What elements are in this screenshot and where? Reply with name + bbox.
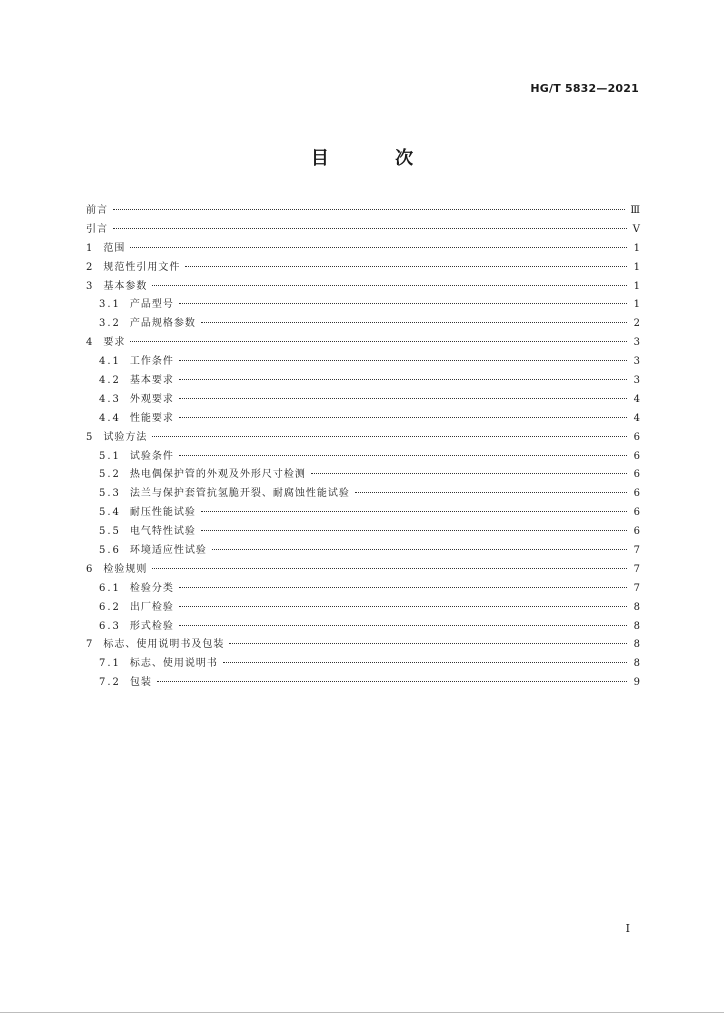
toc-dot-leader [201, 322, 627, 323]
toc-entry-page: 9 [633, 677, 640, 689]
standard-code: HG/T 5832—2021 [530, 82, 639, 95]
toc-entry[interactable] [86, 410, 640, 429]
toc-entry-label: 检验规则 [103, 563, 148, 575]
toc-dot-leader [212, 549, 627, 550]
toc-entry-page: 8 [633, 658, 640, 670]
toc-entry-label: 形式检验 [129, 620, 174, 632]
toc-entry-page: 3 [633, 356, 640, 368]
toc-entry-label: 耐压性能试验 [129, 507, 196, 519]
toc-entry[interactable] [86, 353, 640, 372]
toc-entry-page: 6 [633, 431, 640, 443]
toc-entry[interactable] [86, 523, 640, 542]
toc-dot-leader [229, 643, 627, 644]
toc-dot-leader [185, 266, 627, 267]
toc-dot-leader [179, 587, 627, 588]
toc-entry-page: 1 [633, 299, 640, 311]
toc-dot-leader [152, 436, 627, 437]
toc-entry-number: 6 [86, 563, 95, 575]
table-of-contents [86, 202, 640, 693]
toc-entry-label: 环境适应性试验 [129, 545, 207, 557]
toc-entry[interactable] [86, 599, 640, 618]
toc-dot-leader [157, 681, 627, 682]
toc-dot-leader [113, 209, 625, 210]
toc-entry-label: 产品规格参数 [129, 318, 196, 330]
toc-entry[interactable] [86, 448, 640, 467]
toc-entry-number: 5 [86, 431, 95, 443]
toc-dot-leader [179, 398, 627, 399]
toc-entry[interactable] [86, 485, 640, 504]
toc-entry[interactable] [86, 580, 640, 599]
toc-dot-leader [179, 625, 627, 626]
toc-dot-leader [179, 360, 627, 361]
toc-entry[interactable] [86, 674, 640, 693]
toc-entry-page: 2 [633, 318, 640, 330]
toc-entry-number: 6.1 [99, 582, 121, 594]
toc-entry-label: 外观要求 [129, 393, 174, 405]
toc-entry-number: 6.2 [99, 601, 121, 613]
toc-entry-label: 性能要求 [129, 412, 174, 424]
toc-entry-label: 标志、使用说明书及包装 [103, 639, 225, 651]
toc-dot-leader [152, 285, 627, 286]
toc-entry-label: 法兰与保护套管抗氢脆开裂、耐腐蚀性能试验 [129, 488, 350, 500]
toc-entry-label: 标志、使用说明书 [129, 658, 218, 670]
toc-entry-label: 出厂检验 [129, 601, 174, 613]
toc-entry[interactable] [86, 296, 640, 315]
toc-entry-page: Ⅲ [630, 205, 640, 216]
toc-entry-number: 4.1 [99, 356, 121, 368]
toc-entry-label: 前言 [86, 205, 108, 216]
toc-entry-page: 6 [633, 507, 640, 519]
toc-dot-leader [179, 606, 627, 607]
toc-entry-page: 7 [633, 545, 640, 557]
toc-entry-label: 试验条件 [129, 450, 174, 462]
toc-dot-leader [179, 303, 627, 304]
toc-entry-page: 6 [633, 469, 640, 481]
toc-entry-label: 产品型号 [129, 299, 174, 311]
toc-dot-leader [130, 341, 627, 342]
toc-dot-leader [179, 417, 627, 418]
toc-entry[interactable] [86, 259, 640, 278]
toc-entry-page: 6 [633, 450, 640, 462]
toc-dot-leader [201, 530, 627, 531]
toc-entry-number: 5.1 [99, 450, 121, 462]
toc-entry[interactable] [86, 240, 640, 259]
toc-dot-leader [152, 568, 627, 569]
toc-entry-number: 6.3 [99, 620, 121, 632]
toc-entry[interactable] [86, 636, 640, 655]
toc-entry[interactable] [86, 221, 640, 240]
toc-entry[interactable] [86, 561, 640, 580]
toc-entry[interactable] [86, 618, 640, 637]
toc-entry-number: 5.6 [99, 545, 121, 557]
toc-entry[interactable] [86, 655, 640, 674]
toc-entry[interactable] [86, 391, 640, 410]
toc-entry-number: 5.3 [99, 488, 121, 500]
toc-entry-number: 7 [86, 639, 95, 651]
toc-entry-page: 7 [633, 582, 640, 594]
toc-entry-number: 3 [86, 280, 95, 292]
toc-entry-page: 8 [633, 620, 640, 632]
toc-entry-page: 1 [633, 242, 640, 254]
toc-entry-label: 引言 [86, 223, 108, 235]
toc-entry-page: Ⅴ [632, 223, 640, 235]
toc-dot-leader [201, 511, 627, 512]
toc-entry-number: 4 [86, 337, 95, 349]
toc-entry-label: 基本参数 [103, 280, 148, 292]
toc-entry-label: 包装 [129, 677, 152, 689]
bottom-border [0, 1012, 724, 1013]
toc-entry-label: 工作条件 [129, 356, 174, 368]
toc-entry-label: 检验分类 [129, 582, 174, 594]
toc-entry-page: 8 [633, 639, 640, 651]
page-number: I [625, 922, 630, 935]
toc-dot-leader [311, 473, 627, 474]
toc-entry[interactable] [86, 429, 640, 448]
toc-entry-page: 6 [633, 526, 640, 538]
toc-entry-number: 4.2 [99, 375, 121, 387]
page-title: 目 次 [310, 148, 444, 169]
toc-entry-number: 2 [86, 261, 95, 273]
toc-entry[interactable] [86, 466, 640, 485]
toc-entry-page: 1 [633, 261, 640, 273]
toc-entry-number: 4.4 [99, 412, 121, 424]
toc-entry-label: 要求 [103, 337, 126, 349]
toc-entry-label: 规范性引用文件 [103, 261, 181, 273]
toc-entry[interactable] [86, 542, 640, 561]
toc-entry[interactable] [86, 334, 640, 353]
toc-entry-number: 5.4 [99, 507, 121, 519]
toc-entry-number: 3.1 [99, 299, 121, 311]
toc-entry-number: 5.5 [99, 526, 121, 538]
toc-entry[interactable] [86, 278, 640, 297]
toc-entry-label: 电气特性试验 [129, 526, 196, 538]
toc-entry-number: 7.2 [99, 677, 121, 689]
toc-entry-page: 6 [633, 488, 640, 500]
toc-entry-number: 5.2 [99, 469, 121, 481]
toc-entry-page: 1 [633, 280, 640, 292]
toc-dot-leader [179, 455, 627, 456]
toc-entry-page: 3 [633, 375, 640, 387]
toc-entry-label: 试验方法 [103, 431, 148, 443]
toc-entry-page: 3 [633, 337, 640, 349]
toc-entry-number: 3.2 [99, 318, 121, 330]
toc-dot-leader [179, 379, 627, 380]
toc-dot-leader [113, 228, 627, 229]
toc-entry-label: 范围 [103, 242, 126, 254]
toc-entry-number: 4.3 [99, 393, 121, 405]
toc-entry-page: 7 [633, 563, 640, 575]
toc-entry-number: 1 [86, 242, 95, 254]
toc-entry[interactable] [86, 372, 640, 391]
toc-entry-page: 4 [633, 412, 640, 424]
toc-entry-label: 基本要求 [129, 375, 174, 387]
toc-entry-number: 7.1 [99, 658, 121, 670]
toc-entry[interactable] [86, 202, 640, 221]
toc-dot-leader [355, 492, 627, 493]
toc-entry[interactable] [86, 315, 640, 334]
toc-entry-page: 8 [633, 601, 640, 613]
toc-entry-label: 热电偶保护管的外观及外形尺寸检测 [129, 469, 306, 481]
toc-entry-page: 4 [633, 393, 640, 405]
toc-dot-leader [130, 247, 627, 248]
toc-dot-leader [223, 662, 627, 663]
toc-entry[interactable] [86, 504, 640, 523]
